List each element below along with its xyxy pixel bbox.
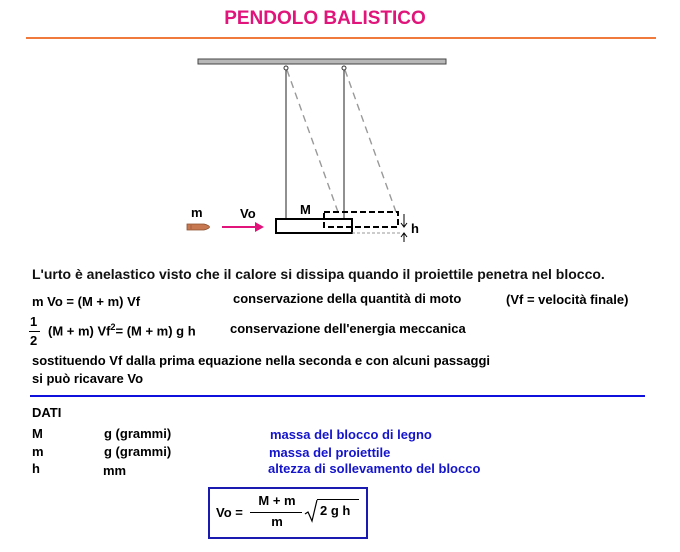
substitution-line-2: si può ricavare Vo bbox=[32, 371, 144, 386]
dati-unit-M: g (grammi) bbox=[104, 426, 172, 441]
ceiling-bar bbox=[198, 59, 446, 64]
section-divider bbox=[30, 395, 645, 397]
formula-lhs: Vo = bbox=[216, 505, 243, 520]
ballistic-pendulum-diagram bbox=[0, 0, 680, 260]
page-title: PENDOLO BALISTICO bbox=[224, 8, 426, 29]
dati-desc-h: altezza di sollevamento del blocco bbox=[268, 461, 481, 476]
dati-symbol-m: m bbox=[32, 444, 44, 459]
left-swung-string bbox=[287, 70, 338, 212]
dati-unit-h: mm bbox=[103, 463, 127, 478]
formula-fraction-bar bbox=[250, 512, 302, 513]
formula-numerator: M + m bbox=[258, 493, 296, 508]
dati-symbol-M: M bbox=[32, 426, 43, 441]
energy-description: conservazione dell'energia meccanica bbox=[230, 321, 466, 336]
fraction-denominator: 2 bbox=[30, 333, 38, 348]
energy-eq-left: (M + m) Vf bbox=[48, 323, 111, 339]
bullet bbox=[187, 224, 210, 230]
block-mass-label: M bbox=[300, 202, 311, 217]
dati-heading: DATI bbox=[32, 405, 62, 420]
energy-eq-exponent: 2 bbox=[110, 322, 116, 332]
right-pivot bbox=[342, 66, 346, 70]
dati-unit-m: g (grammi) bbox=[104, 444, 172, 459]
final-velocity-note: (Vf = velocità finale) bbox=[506, 292, 629, 307]
dati-desc-M: massa del blocco di legno bbox=[270, 427, 432, 442]
dati-symbol-h: h bbox=[32, 461, 40, 476]
momentum-description: conservazione della quantità di moto bbox=[233, 291, 462, 306]
energy-equation bbox=[48, 322, 196, 338]
square-root-icon bbox=[304, 499, 318, 523]
intro-text: L'urto è anelastico visto che il calore si dissipa quando il proiettile penetra nel blocco. bbox=[32, 266, 605, 282]
right-swung-string bbox=[345, 70, 396, 212]
formula-radicand: 2 g h bbox=[320, 503, 351, 518]
final-formula-box bbox=[208, 487, 368, 539]
radical-bar bbox=[317, 499, 359, 500]
height-label: h bbox=[411, 221, 419, 236]
substitution-line-1: sostituendo Vf dalla prima equazione nella seconda e con alcuni passaggi bbox=[32, 353, 491, 368]
momentum-equation: m Vo = (M + m) Vf bbox=[32, 294, 141, 309]
dati-desc-m: massa del proiettile bbox=[269, 445, 391, 460]
formula-denominator: m bbox=[271, 514, 283, 529]
velocity-label: Vo bbox=[240, 206, 256, 221]
left-pivot bbox=[284, 66, 288, 70]
fraction-bar bbox=[29, 331, 40, 332]
energy-eq-right: = (M + m) g h bbox=[115, 323, 196, 339]
fraction-numerator: 1 bbox=[30, 314, 38, 329]
bullet-mass-label: m bbox=[191, 205, 203, 220]
